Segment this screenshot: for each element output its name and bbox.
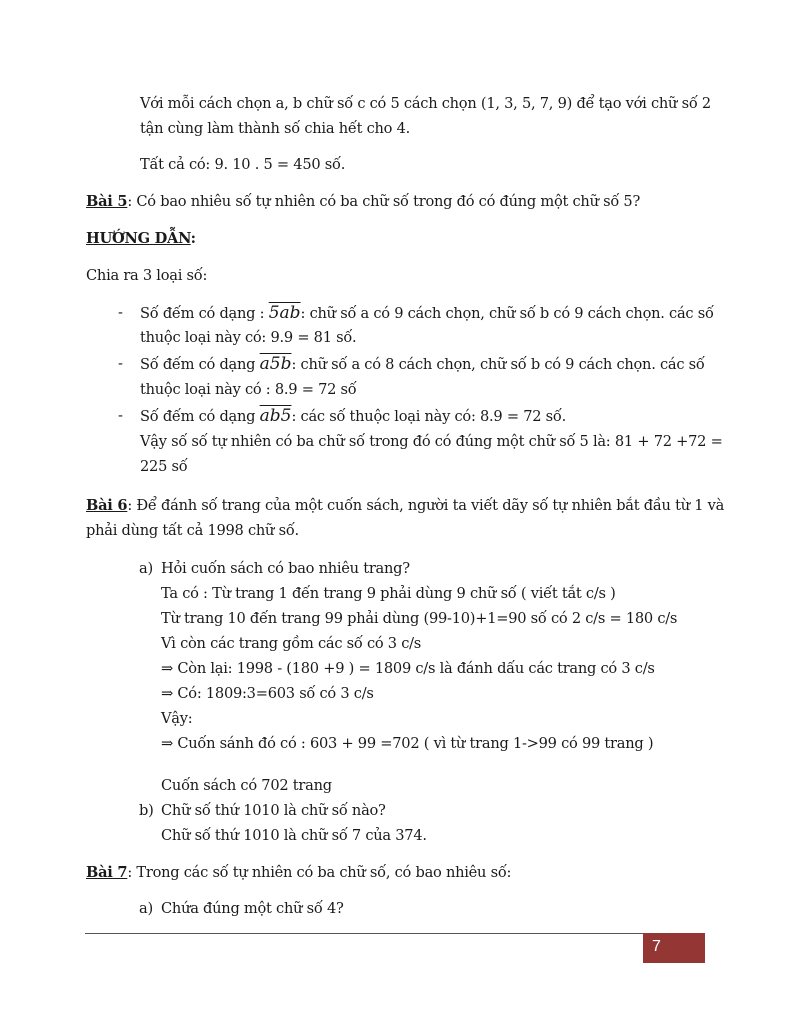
bai5-conclusion-2: 225 số — [140, 458, 188, 475]
bai7-a-question: Chứa đúng một chữ số 4? — [161, 900, 344, 917]
intro-total: Tất cả có: 9. 10 . 5 = 450 số. — [140, 156, 346, 173]
bai7-a-marker: a) — [139, 900, 153, 917]
bai6-label: Bài 6 — [86, 497, 128, 514]
bai6-a-line: ⇒ Có: 1809:3=603 số có 3 c/s — [161, 685, 374, 702]
page-number-box — [643, 933, 705, 963]
bai6-a-line: Từ trang 10 đến trang 99 phải dùng (99-10)+1=90 số có 2 c/s = 180 c/s — [161, 610, 678, 627]
page-number: 7 — [652, 938, 661, 955]
bullet-2-prefix: Số đếm có dạng — [140, 356, 260, 373]
bullet-3-text: : các số thuộc loại này có: 8.9 = 72 số. — [291, 408, 566, 425]
bullet-dash: - — [118, 304, 123, 321]
bai6-b-question: Chữ số thứ 1010 là chữ số nào? — [161, 802, 386, 819]
math-form-ab5: ab5 — [259, 406, 292, 426]
bai6-a-line: ⇒ Cuốn sánh đó có : 603 + 99 =702 ( vì từ trang 1->99 có 99 trang ) — [161, 735, 654, 752]
bullet-1-line-1 — [140, 303, 714, 324]
bai7-question — [86, 863, 511, 883]
math-form-5ab: 5ab — [268, 303, 301, 323]
bai6-question-2: phải dùng tất cả 1998 chữ số. — [86, 522, 299, 539]
bai5-label: Bài 5 — [86, 193, 128, 210]
bullet-1-prefix: Số đếm có dạng : — [140, 305, 269, 322]
bai6-a-line: Ta có : Từ trang 1 đến trang 9 phải dùng 9 chữ số ( viết tắt c/s ) — [161, 585, 616, 602]
bullet-3-prefix: Số đếm có dạng — [140, 408, 260, 425]
bullet-dash: - — [118, 407, 123, 424]
footer-divider — [85, 933, 643, 934]
bai5-question — [86, 192, 640, 212]
bai7-question-text: : Trong các số tự nhiên có ba chữ số, có bao nhiêu số: — [127, 864, 512, 881]
bullet-dash: - — [118, 355, 123, 372]
bai6-a-line: Vậy: — [161, 710, 193, 727]
bai6-b-answer: Chữ số thứ 1010 là chữ số 7 của 374. — [161, 827, 427, 844]
guide-colon: : — [190, 230, 196, 247]
bai6-b-marker: b) — [139, 802, 154, 819]
bullet-2-line-1 — [140, 354, 705, 375]
bai5-intro: Chia ra 3 loại số: — [86, 267, 208, 284]
math-form-a5b: a5b — [259, 354, 292, 374]
guide-heading-line — [86, 229, 196, 249]
bai6-question-1 — [86, 496, 724, 516]
bai6-a-line: ⇒ Còn lại: 1998 - (180 +9 ) = 1809 c/s là đánh dấu các trang có 3 c/s — [161, 660, 655, 677]
intro-line-1: Với mỗi cách chọn a, b chữ số c có 5 cách chọn (1, 3, 5, 7, 9) để tạo với chữ số 2 — [140, 95, 711, 112]
bai6-question-text: : Để đánh số trang của một cuốn sách, người ta viết dãy số tự nhiên bắt đầu từ 1 và — [127, 497, 725, 514]
bullet-2-line-2: thuộc loại này có : 8.9 = 72 số — [140, 381, 357, 398]
bai6-a-marker: a) — [139, 560, 153, 577]
bullet-1-text: : chữ số a có 9 cách chọn, chữ số b có 9 cách chọn. các số — [300, 305, 714, 322]
bullet-3-line-1 — [140, 406, 566, 427]
bullet-2-text: : chữ số a có 8 cách chọn, chữ số b có 9 cách chọn. các số — [291, 356, 705, 373]
bai6-a-line: Vì còn các trang gồm các số có 3 c/s — [161, 635, 422, 652]
bai5-question-text: : Có bao nhiêu số tự nhiên có ba chữ số trong đó có đúng một chữ số 5? — [127, 193, 641, 210]
bai6-a-question: Hỏi cuốn sách có bao nhiêu trang? — [161, 560, 410, 577]
bullet-1-line-2: thuộc loại này có: 9.9 = 81 số. — [140, 329, 357, 346]
bai6-a-answer: Cuốn sách có 702 trang — [161, 777, 332, 794]
guide-heading: HƯỚNG DẪN — [86, 230, 191, 247]
intro-line-2: tận cùng làm thành số chia hết cho 4. — [140, 120, 410, 137]
bai5-conclusion-1: Vậy số số tự nhiên có ba chữ số trong đó có đúng một chữ số 5 là: 81 + 72 +72 = — [140, 433, 723, 450]
bai7-label: Bài 7 — [86, 864, 128, 881]
